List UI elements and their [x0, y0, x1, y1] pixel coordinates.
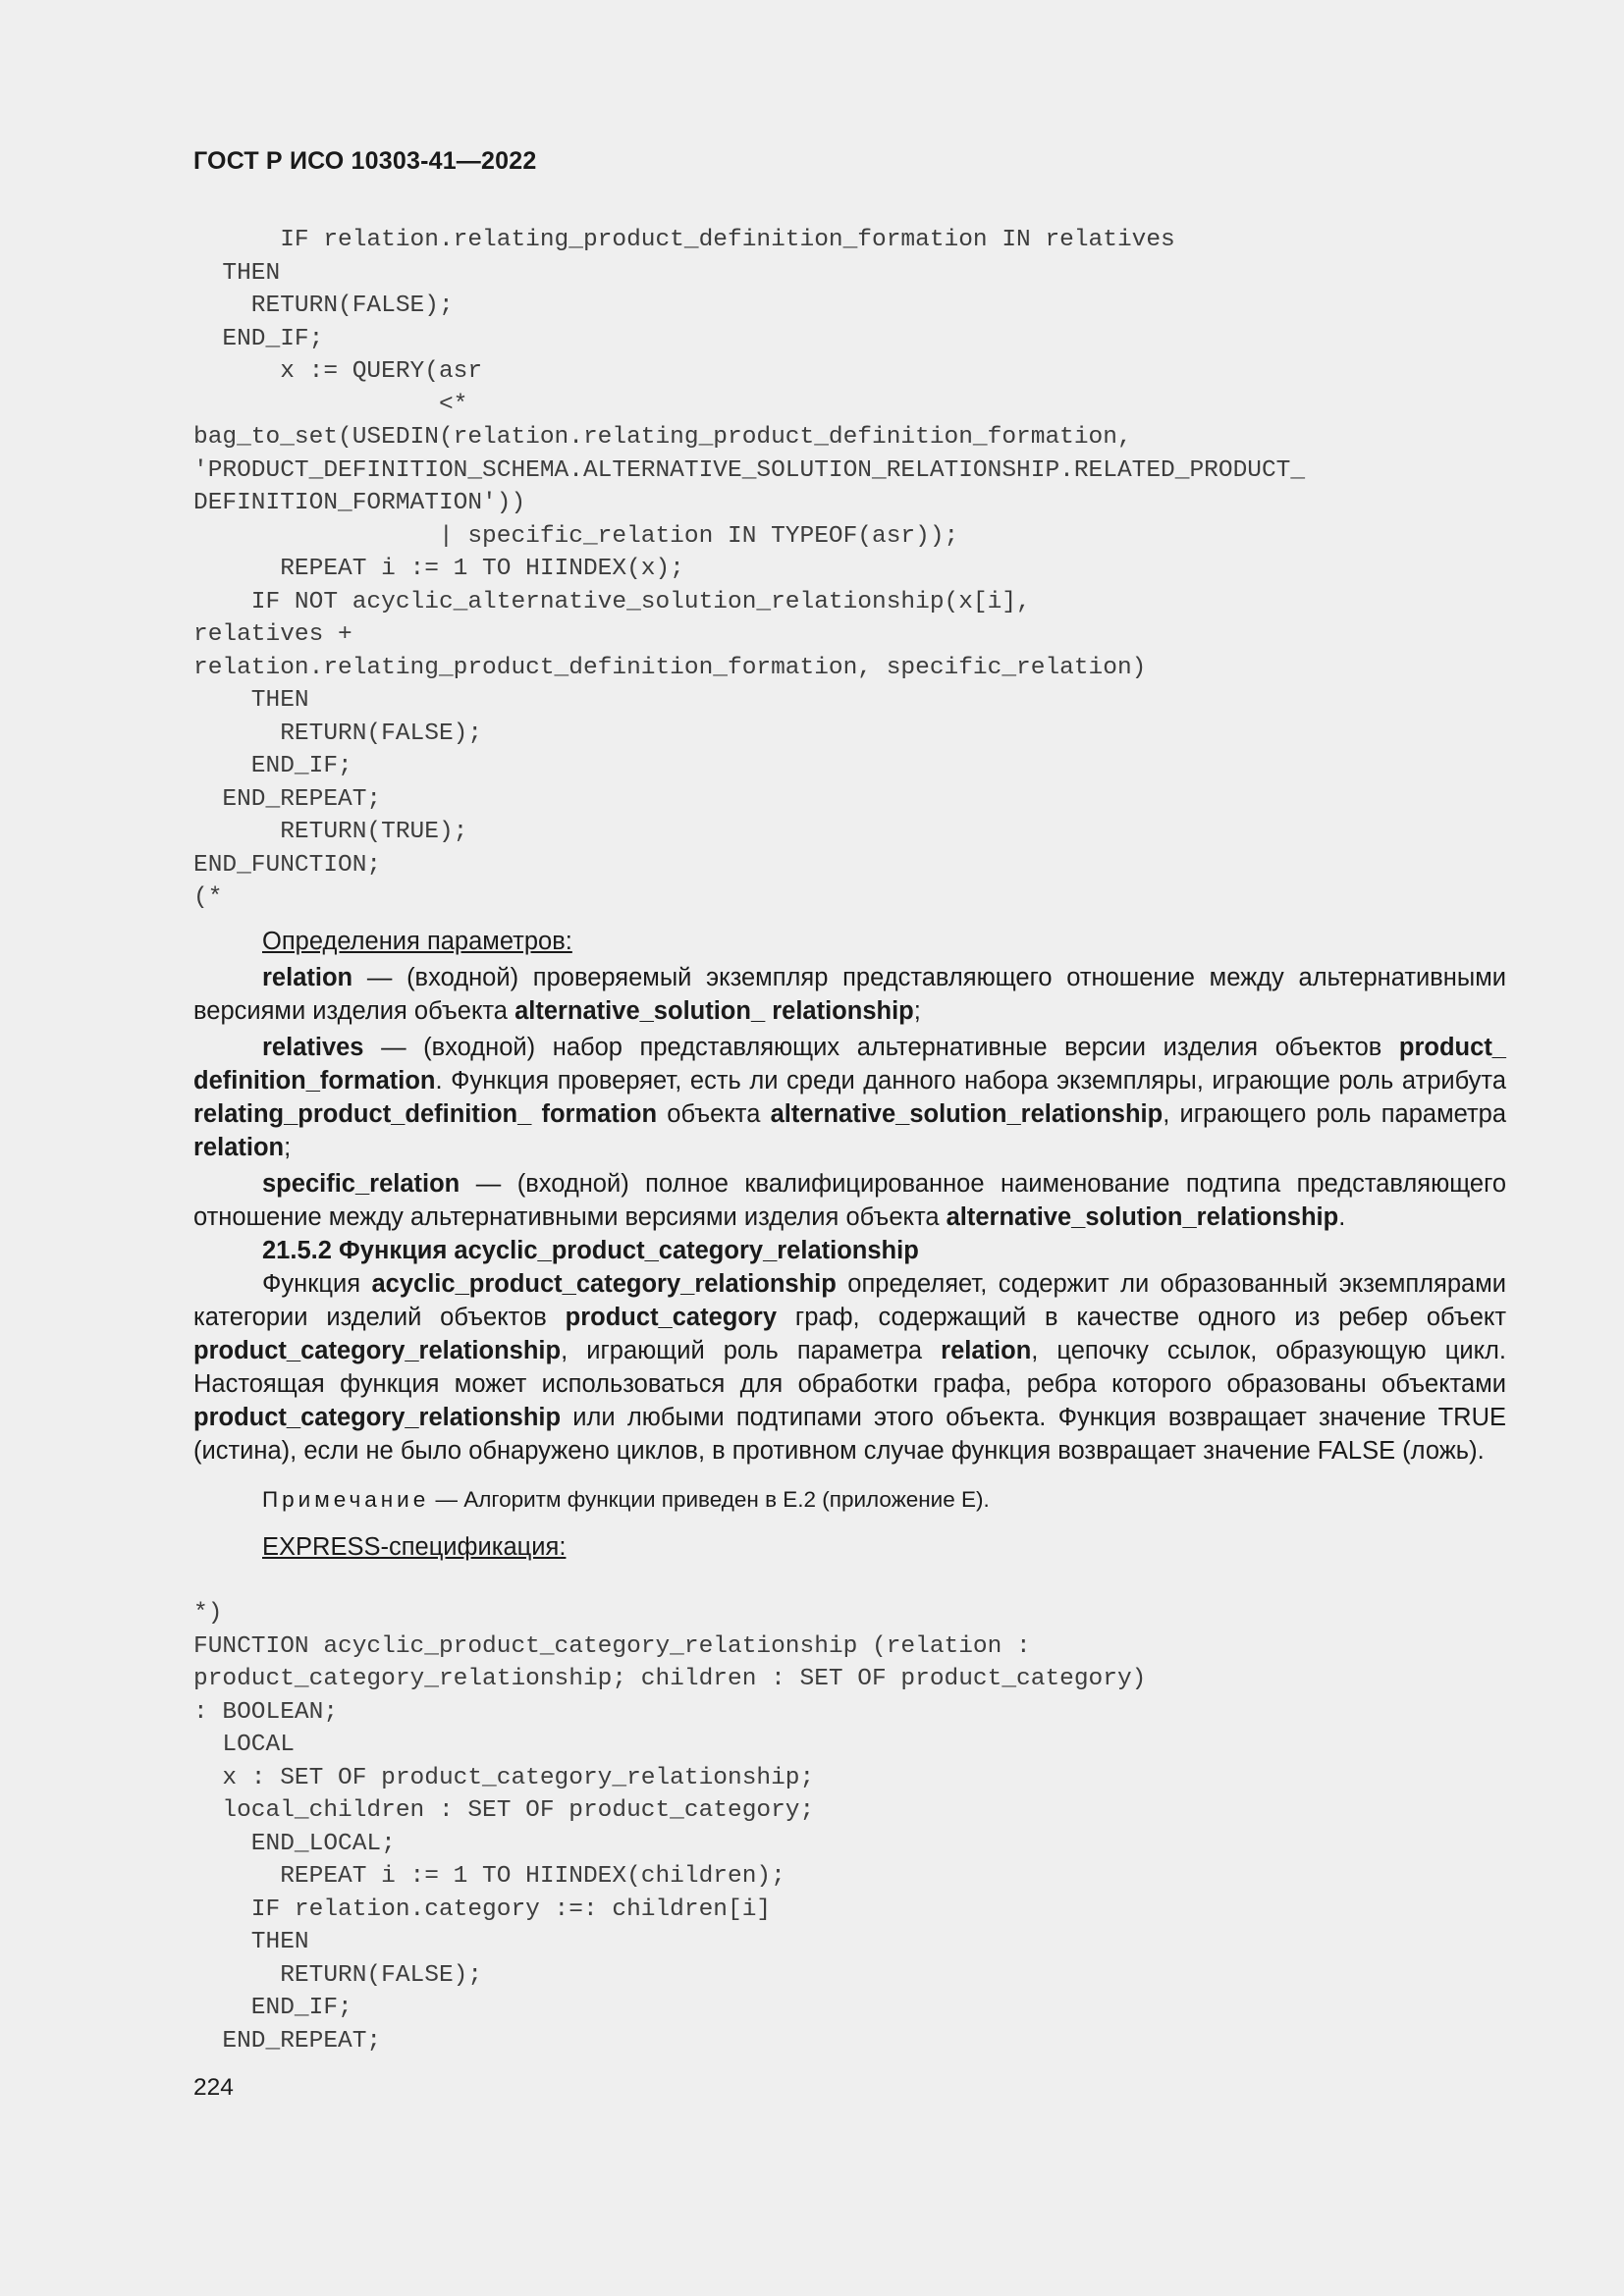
code-line: *)	[193, 1600, 223, 1627]
code-line: RETURN(FALSE);	[193, 720, 483, 747]
code-line: REPEAT i := 1 TO HIINDEX(children);	[193, 1863, 785, 1890]
entity-name: product_category_relationship	[193, 1404, 562, 1431]
code-line: THEN	[193, 687, 309, 714]
code-line: | specific_relation IN TYPEOF(asr));	[193, 522, 959, 550]
code-line: THEN	[193, 1929, 309, 1955]
code-line: REPEAT i := 1 TO HIINDEX(x);	[193, 556, 684, 582]
param-relatives: relatives — (входной) набор представляющих альтернативные версии изделия объектов product_ definition_formation. Функция проверяет, есть ли среди данного набора экземпляры, играющие роль атрибута relating_product_definition_ formation объекта alternative_solution_relationship, играющего роль параметра relation;	[193, 1034, 1507, 1161]
code-line: x : SET OF product_category_relationship;	[193, 1764, 815, 1791]
entity-name: product_ definition_formation	[193, 1034, 1506, 1095]
code-line: END_IF;	[193, 1995, 352, 2021]
code-line: (*	[193, 884, 223, 911]
section-paragraph: Функция acyclic_product_category_relationship определяет, содержит ли образованный экземплярами категории изделий объектов product_category граф, содержащий в качестве одного из ребер объект product_category_relationship, играющий роль параметра relation, цепочку ссылок, образующую цикл. Настоящая функция может использоваться для обработки графа, ребра которого образованы объектами product_category_relationship или любыми подтипами этого объекта. Функция возвращает значение TRUE (истина), если не было обнаружено циклов, в противном случае функция возвращает значение FALSE (ложь).	[193, 1270, 1507, 1465]
code-line: bag_to_set(USEDIN(relation.relating_product_definition_formation,	[193, 424, 1132, 451]
code-line: END_REPEAT;	[193, 2027, 382, 2055]
code-line: 'PRODUCT_DEFINITION_SCHEMA.ALTERNATIVE_SOLUTION_RELATIONSHIP.RELATED_PRODUCT_	[193, 456, 1306, 484]
section-heading: 21.5.2 Функция acyclic_product_category_relationship	[262, 1237, 919, 1264]
code-line: LOCAL	[193, 1732, 295, 1758]
code-line: RETURN(FALSE);	[193, 293, 454, 319]
param-relation: relation — (входной) проверяемый экземпляр представляющего отношение между альтернативными версиями изделия объекта alternative_solution_ relationship;	[193, 964, 1506, 1025]
note-label: Примечание	[262, 1487, 430, 1512]
code-line: RETURN(FALSE);	[193, 1961, 483, 1989]
code-line: relatives +	[193, 621, 352, 648]
code-block-express-spec	[193, 1597, 1146, 2057]
param-term: specific_relation	[262, 1170, 460, 1198]
entity-name: acyclic_product_category_relationship	[371, 1270, 837, 1298]
code-line: DEFINITION_FORMATION'))	[193, 490, 526, 516]
entity-name: alternative_solution_relationship	[770, 1100, 1164, 1128]
param-term: relatives	[262, 1034, 364, 1061]
code-line: RETURN(TRUE);	[193, 819, 468, 845]
code-line: : BOOLEAN;	[193, 1698, 339, 1726]
param-specific-relation: specific_relation — (входной) полное квалифицированное наименование подтипа представляющего отношение между альтернативными версиями изделия объекта alternative_solution_relationship.	[193, 1170, 1506, 1231]
entity-name: relation	[941, 1337, 1032, 1364]
entity-name: alternative_solution_ relationship	[514, 997, 914, 1025]
code-line: END_IF;	[193, 325, 324, 352]
entity-name: relation	[193, 1134, 285, 1161]
code-line: END_REPEAT;	[193, 785, 382, 813]
code-line: FUNCTION acyclic_product_category_relationship (relation :	[193, 1632, 1031, 1660]
page-number: 224	[193, 2074, 234, 2101]
prose-body	[193, 925, 1506, 1564]
code-line: <*	[193, 391, 468, 418]
express-heading: EXPRESS-спецификация:	[262, 1533, 567, 1561]
entity-name: alternative_solution_relationship	[946, 1203, 1339, 1231]
entity-name: product_category	[565, 1304, 778, 1331]
code-line: END_FUNCTION;	[193, 851, 382, 879]
code-line: x := QUERY(asr	[193, 358, 483, 385]
code-line: product_category_relationship; children : SET OF product_category)	[193, 1666, 1147, 1692]
code-block-function-end	[193, 224, 1305, 915]
code-line: IF relation.category :=: children[i]	[193, 1896, 772, 1923]
code-line: relation.relating_product_definition_formation, specific_relation)	[193, 654, 1147, 681]
code-line: THEN	[193, 259, 281, 287]
entity-name: product_category_relationship	[193, 1337, 562, 1364]
code-line: IF relation.relating_product_definition_formation IN relatives	[193, 227, 1175, 253]
params-heading: Определения параметров:	[262, 928, 572, 955]
entity-name: relating_product_definition_ formation	[193, 1100, 658, 1128]
param-term: relation	[262, 964, 353, 991]
code-line: local_children : SET OF product_category;	[193, 1797, 815, 1824]
document-header: ГОСТ Р ИСО 10303-41—2022	[193, 147, 537, 175]
code-line: END_IF;	[193, 753, 352, 779]
code-line: IF NOT acyclic_alternative_solution_relationship(x[i],	[193, 588, 1031, 615]
code-line: END_LOCAL;	[193, 1830, 396, 1857]
note: Примечание — Алгоритм функции приведен в Е.2 (приложение Е).	[262, 1487, 990, 1512]
